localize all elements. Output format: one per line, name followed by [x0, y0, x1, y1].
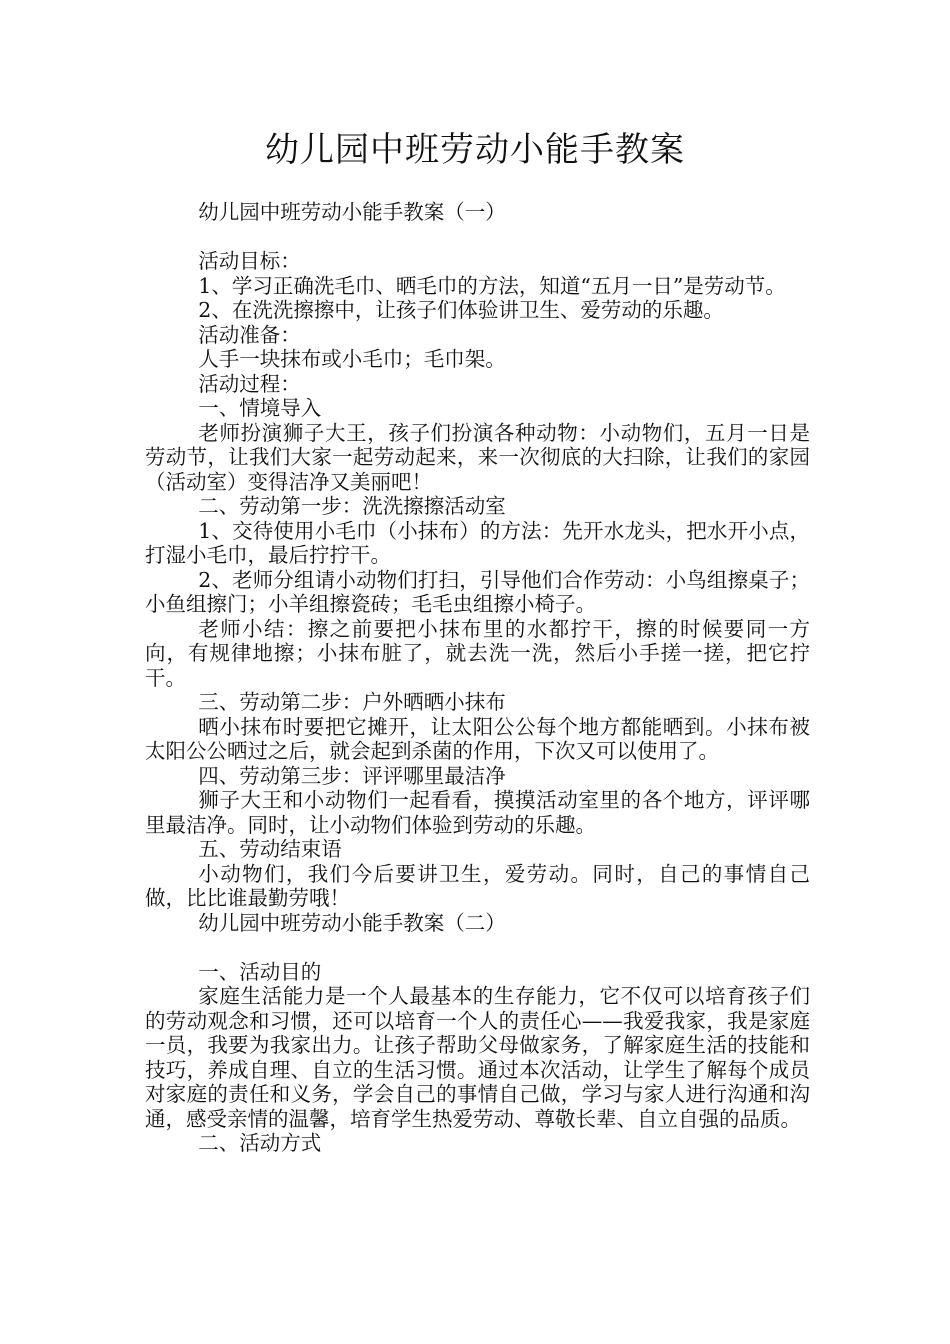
paragraph: 小动物们，我们今后要讲卫生，爱劳动。同时，自己的事情自己做，比比谁最勤劳哦！ — [145, 861, 810, 910]
paragraph: 活动过程： — [198, 371, 301, 396]
paragraph: 2、老师分组请小动物们打扫，引导他们合作劳动：小鸟组擦桌子；小鱼组擦门；小羊组擦瓷砖；毛毛虫组擦小椅子。 — [145, 567, 810, 616]
paragraph: 二、劳动第一步：洗洗擦擦活动室 — [198, 494, 506, 518]
paragraph: 活动目标： — [198, 249, 301, 273]
paragraph: 一、活动目的 — [198, 959, 322, 984]
paragraph: 1、交待使用小毛巾（小抹布）的方法：先开水龙头，把水开小点，打湿小毛巾，最后拧拧干。 — [145, 518, 810, 567]
paragraph: 狮子大王和小动物们一起看看，摸摸活动室里的各个地方，评评哪里最洁净。同时，让小动物们体验到劳动的乐趣。 — [145, 788, 810, 837]
paragraph: 晒小抹布时要把它摊开，让太阳公公每个地方都能晒到。小抹布被太阳公公晒过之后，就会起到杀菌的作用，下次又可以使用了。 — [145, 714, 810, 763]
paragraph: 活动准备： — [198, 322, 301, 347]
paragraph: 2、在洗洗擦擦中，让孩子们体验讲卫生、爱劳动的乐趣。 — [198, 298, 724, 322]
document-title: 幼儿园中班劳动小能手教案 — [265, 130, 685, 170]
paragraph: 一、情境导入 — [198, 396, 322, 420]
paragraph: 1、学习正确洗毛巾、晒毛巾的方法，知道“五月一日”是劳动节。 — [198, 273, 786, 298]
paragraph: 老师扮演狮子大王，孩子们扮演各种动物：小动物们，五月一日是劳动节，让我们大家一起劳动起来，来一次彻底的大扫除，让我们的家园（活动室）变得洁净又美丽吧！ — [145, 420, 810, 494]
section-heading: 幼儿园中班劳动小能手教案（二） — [198, 910, 506, 935]
paragraph: 二、活动方式 — [198, 1131, 322, 1155]
paragraph: 人手一块抹布或小毛巾；毛巾架。 — [198, 347, 506, 371]
paragraph: 三、劳动第二步：户外晒晒小抹布 — [198, 690, 506, 714]
paragraph: 五、劳动结束语 — [198, 837, 342, 861]
section-heading: 幼儿园中班劳动小能手教案（一） — [198, 200, 506, 224]
document-body — [145, 200, 810, 1156]
paragraph: 四、劳动第三步：评评哪里最洁净 — [198, 763, 506, 788]
paragraph: 家庭生活能力是一个人最基本的生存能力，它不仅可以培育孩子们的劳动观念和习惯，还可以培育一个人的责任心——我爱我家，我是家庭一员，我要为我家出力。让孩子帮助父母做家务，了解家庭生活的技能和技巧，养成自理、自立的生活习惯。通过本次活动，让学生了解每个成员对家庭的责任和义务，学会自己的事情自己做，学习与家人进行沟通和沟通，感受亲情的温馨，培育学生热爱劳动、尊敬长辈、自立自强的品质。 — [145, 984, 810, 1131]
paragraph: 老师小结：擦之前要把小抹布里的水都拧干，擦的时候要同一方向，有规律地擦；小抹布脏了，就去洗一洗，然后小手搓一搓，把它拧干。 — [145, 616, 810, 690]
